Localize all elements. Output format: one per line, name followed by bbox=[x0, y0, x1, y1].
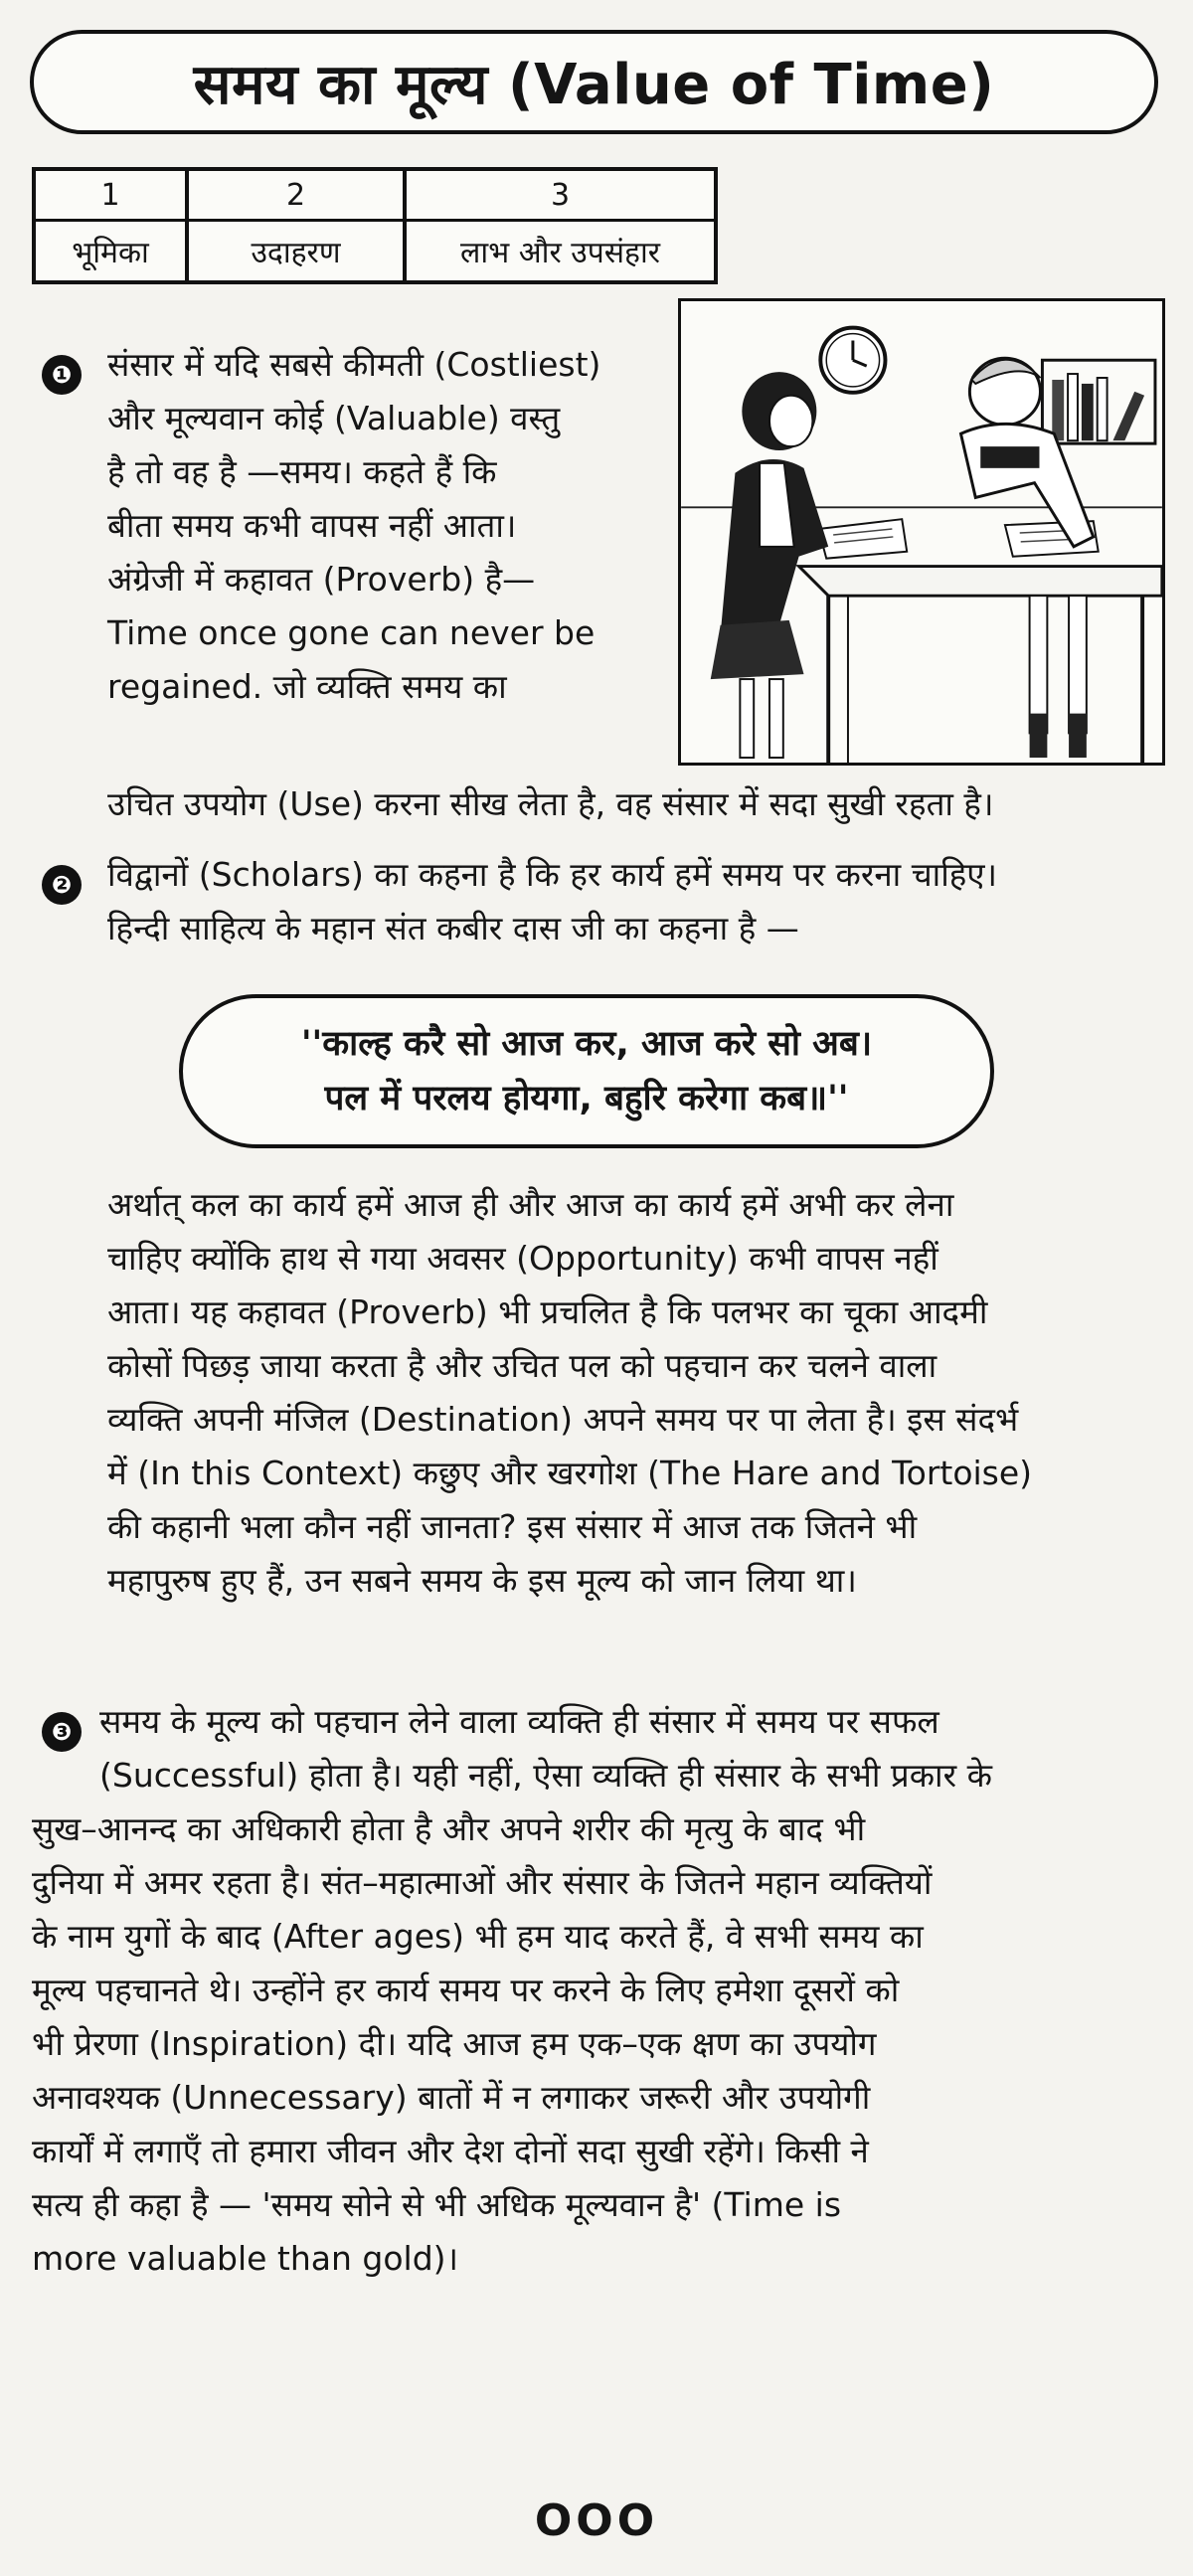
paragraph-marker: ❷ bbox=[42, 865, 82, 905]
text-line: उचित उपयोग (Use) करना सीख लेता है, वह संसार में सदा सुखी रहता है। bbox=[107, 784, 994, 823]
text-line: हिन्दी साहित्य के महान संत कबीर दास जी का कहना है — bbox=[107, 909, 799, 947]
paragraph-2 bbox=[107, 848, 1171, 955]
outline-label: भूमिका bbox=[72, 236, 149, 270]
paragraph-2-continued bbox=[107, 1178, 1171, 1608]
text-line: चाहिए क्योंकि हाथ से गया अवसर (Opportunity) कभी वापस नहीं bbox=[107, 1239, 938, 1278]
outline-table bbox=[32, 167, 718, 284]
text-line: regained. जो व्यक्ति समय का bbox=[107, 667, 507, 706]
text-line: Time once gone can never be bbox=[107, 613, 596, 652]
outline-column bbox=[36, 171, 189, 280]
text-line: बीता समय कभी वापस नहीं आता। bbox=[107, 506, 517, 545]
text-line: भी प्रेरणा (Inspiration) दी। यदि आज हम एक–एक क्षण का उपयोग bbox=[32, 2024, 877, 2063]
quote-line: पल में परलय होयगा, बहुरि करेगा कब॥'' bbox=[324, 1078, 849, 1118]
text-line: more valuable than gold)। bbox=[32, 2239, 459, 2278]
text-line: अंग्रेजी में कहावत (Proverb) है— bbox=[107, 560, 536, 599]
paragraph-1-tail bbox=[107, 777, 1171, 831]
text-line: अर्थात् कल का कार्य हमें आज ही और आज का कार्य हमें अभी कर लेना bbox=[107, 1185, 954, 1224]
paragraph-3 bbox=[99, 1695, 1171, 1803]
title-banner bbox=[30, 30, 1158, 134]
paragraph-1 bbox=[107, 338, 674, 714]
quote-line: ''काल्ह करै सो आज कर, आज करे सो अब। bbox=[300, 1023, 873, 1064]
text-line: महापुरुष हुए हैं, उन सबने समय के इस मूल्य को जान लिया था। bbox=[107, 1561, 857, 1600]
text-line: (Successful) होता है। यही नहीं, ऐसा व्यक्ति ही संसार के सभी प्रकार के bbox=[99, 1756, 992, 1795]
text-line: कार्यों में लगाएँ तो हमारा जीवन और देश दोनों सदा सुखी रहेंगे। किसी ने bbox=[32, 2132, 869, 2170]
kabir-quote-box bbox=[179, 994, 994, 1148]
outline-column bbox=[189, 171, 407, 280]
outline-number: 2 bbox=[189, 171, 403, 222]
outline-label: लाभ और उपसंहार bbox=[460, 236, 660, 270]
text-line: की कहानी भला कौन नहीं जानता? इस संसार में आज तक जितने भी bbox=[107, 1507, 918, 1546]
text-line: संसार में यदि सबसे कीमती (Costliest) bbox=[107, 345, 601, 384]
text-line: व्यक्ति अपनी मंजिल (Destination) अपने समय पर पा लेता है। इस संदर्भ bbox=[107, 1400, 1019, 1439]
outline-number: 3 bbox=[407, 171, 714, 222]
paragraph-3-body bbox=[32, 1803, 1171, 2286]
text-line: अनावश्यक (Unnecessary) बातों में न लगाकर जरूरी और उपयोगी bbox=[32, 2078, 871, 2117]
text-line: दुनिया में अमर रहता है। संत–महात्माओं और संसार के जितने महान व्यक्तियों bbox=[32, 1863, 933, 1902]
text-line: के नाम युगों के बाद (After ages) भी हम याद करते हैं, वे सभी समय का bbox=[32, 1917, 924, 1956]
outline-label: उदाहरण bbox=[251, 236, 341, 270]
end-marker: OOO bbox=[534, 2495, 659, 2546]
text-line: सुख–आनन्द का अधिकारी होता है और अपने शरीर की मृत्यु के बाद भी bbox=[32, 1809, 866, 1848]
text-line: आता। यह कहावत (Proverb) भी प्रचलित है कि पलभर का चूका आदमी bbox=[107, 1292, 988, 1331]
students-illustration bbox=[678, 298, 1165, 766]
text-line: विद्वानों (Scholars) का कहना है कि हर कार्य हमें समय पर करना चाहिए। bbox=[107, 855, 998, 894]
text-line: मूल्य पहचानते थे। उन्होंने हर कार्य समय पर करने के लिए हमेशा दूसरों को bbox=[32, 1971, 900, 2009]
paragraph-marker: ❸ bbox=[42, 1712, 82, 1752]
text-line: सत्य ही कहा है — 'समय सोने से भी अधिक मूल्यवान है' (Time is bbox=[32, 2185, 842, 2224]
text-line: कोसों पिछड़ जाया करता है और उचित पल को पहचान कर चलने वाला bbox=[107, 1346, 937, 1385]
text-line: है तो वह है —समय। कहते हैं कि bbox=[107, 452, 497, 491]
text-line: समय के मूल्य को पहचान लेने वाला व्यक्ति ही संसार में समय पर सफल bbox=[99, 1702, 939, 1741]
page-title: समय का मूल्य (Value of Time) bbox=[193, 52, 995, 117]
text-line: और मूल्यवान कोई (Valuable) वस्तु bbox=[107, 399, 561, 437]
outline-column bbox=[407, 171, 714, 280]
paragraph-marker: ❶ bbox=[42, 355, 82, 395]
outline-number: 1 bbox=[36, 171, 185, 222]
text-line: में (In this Context) कछुए और खरगोश (The Hare and Tortoise) bbox=[107, 1454, 1033, 1492]
students-writing-drawing bbox=[681, 301, 1162, 763]
